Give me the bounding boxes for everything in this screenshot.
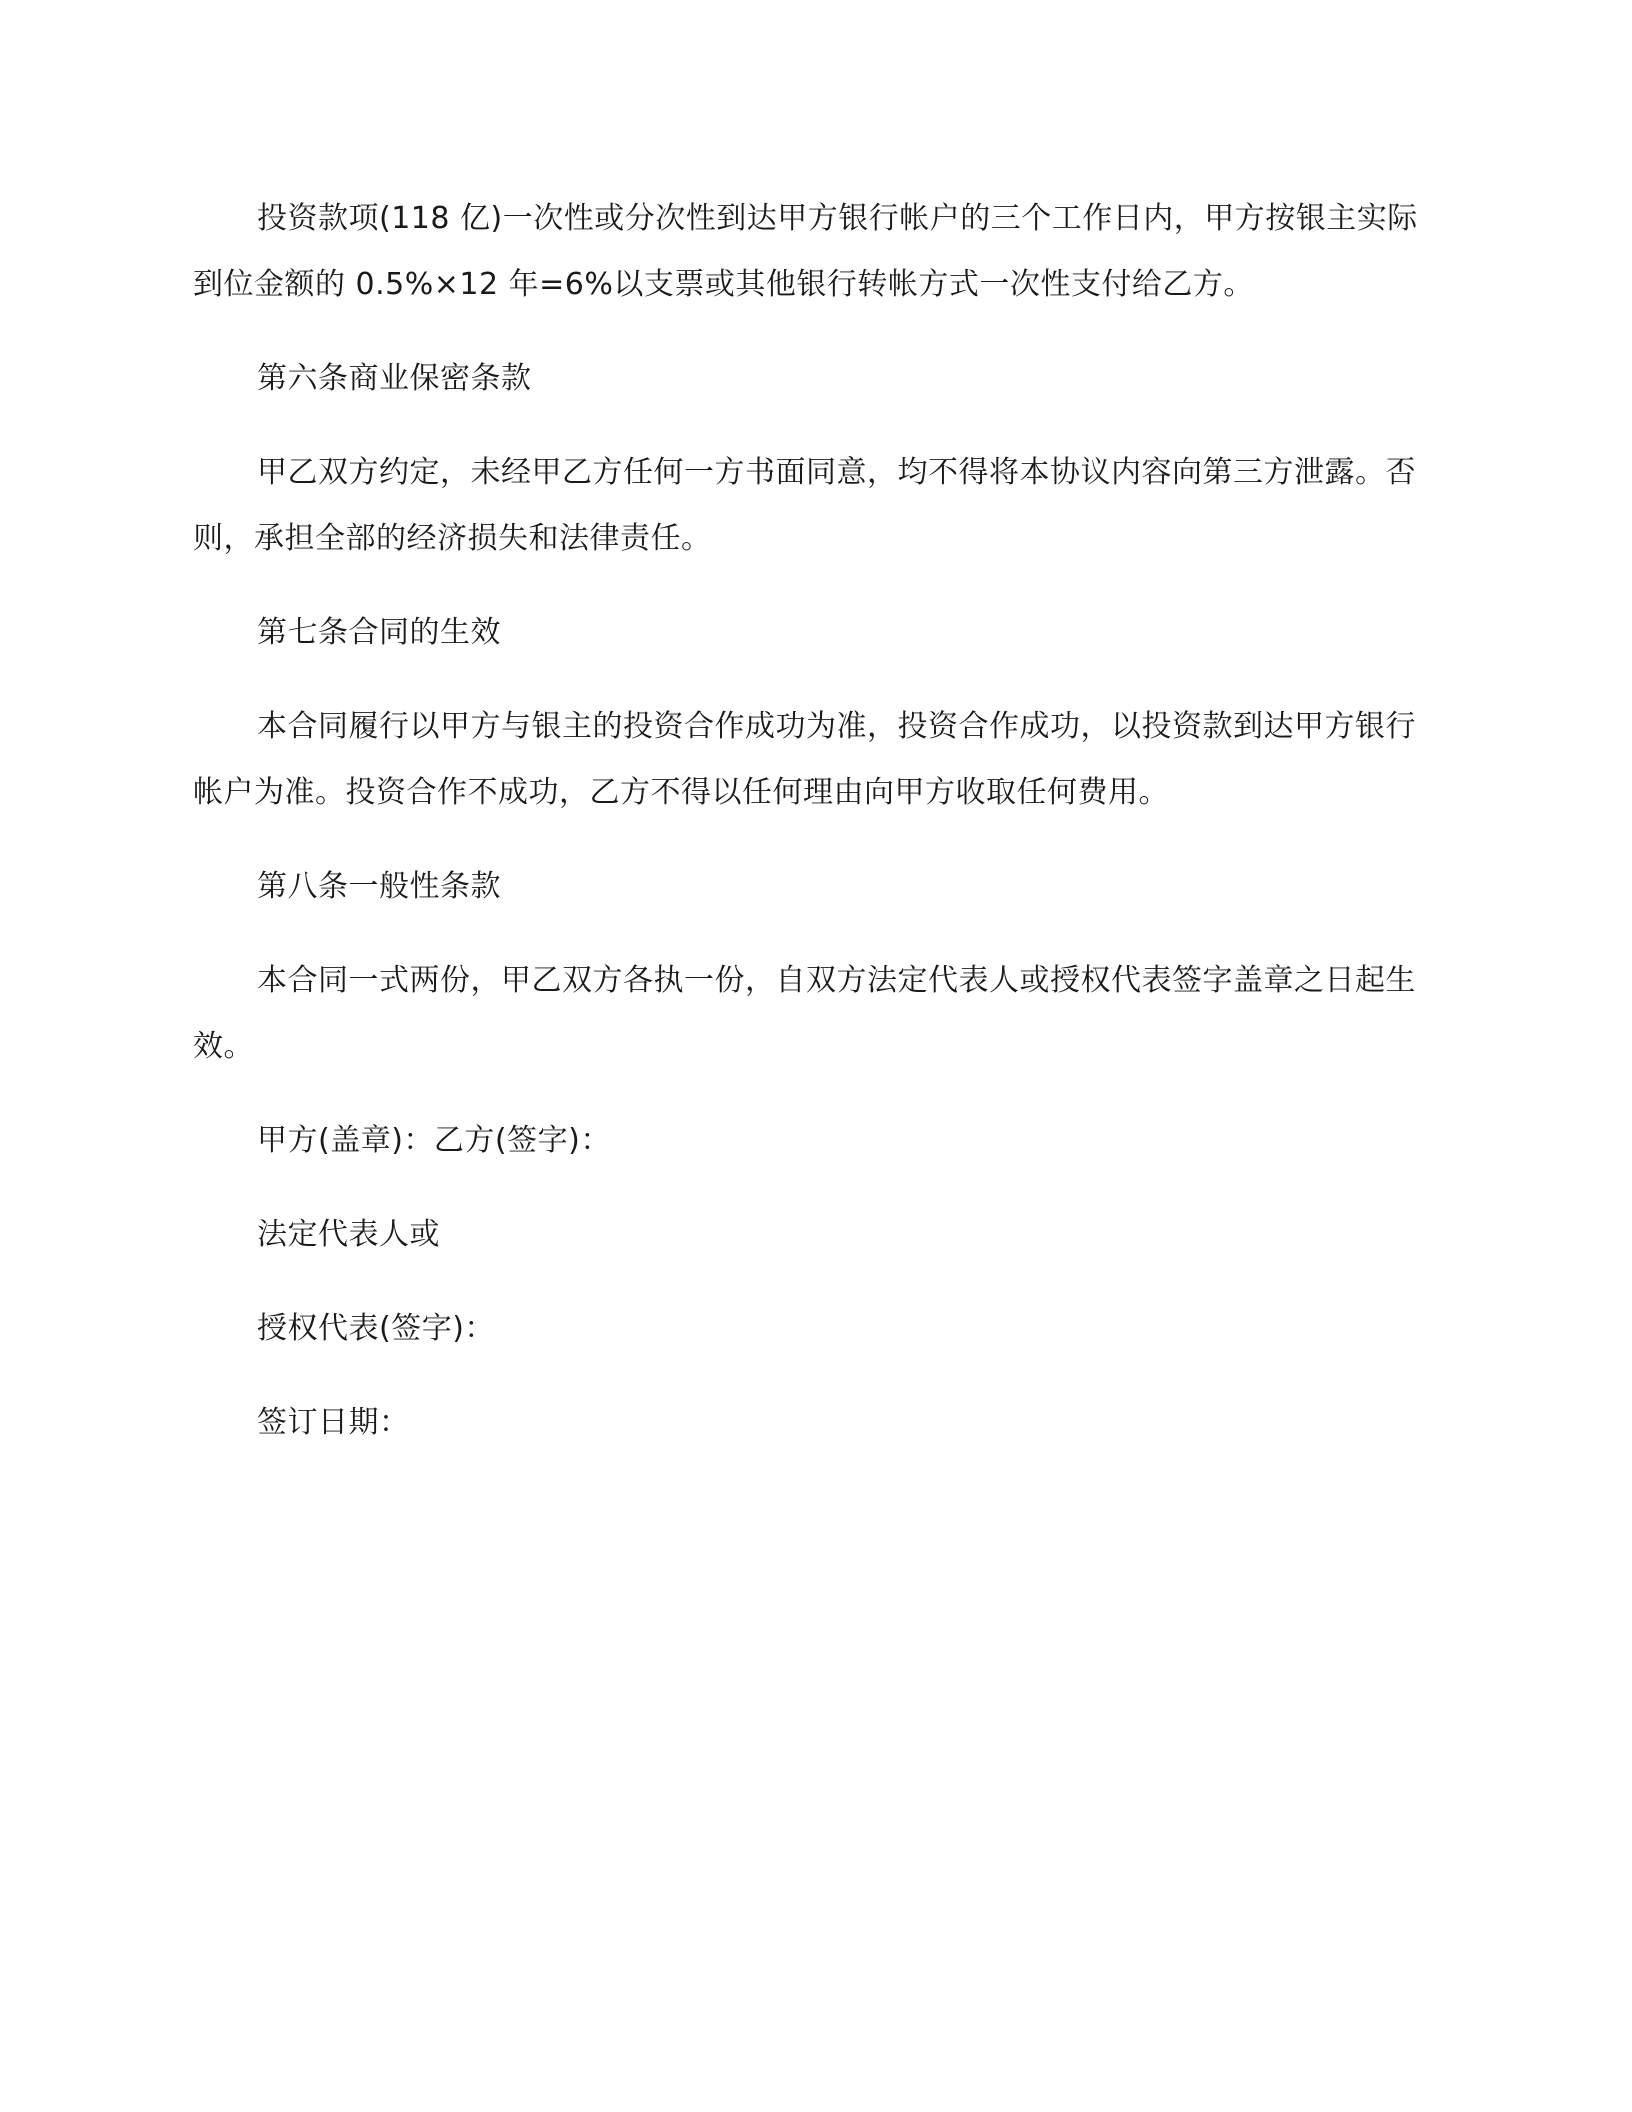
document-body [193,186,1433,1456]
signing-date-line: 签订日期： [257,1405,410,1440]
paragraph-payment-terms: 投资款项(118 亿)一次性或分次性到达甲方银行帐户的三个工作日内，甲方按银主实际到位金额的 0.5%×12 年=6%以支票或其他银行转帐方式一次性支付给乙方。 [193,201,1418,302]
paragraph-effectiveness: 本合同履行以甲方与银主的投资合作成功为准，投资合作成功，以投资款到达甲方银行帐户为准。投资合作不成功，乙方不得以任何理由向甲方收取任何费用。 [193,709,1416,810]
paragraph-confidentiality: 甲乙双方约定，未经甲乙方任何一方书面同意，均不得将本协议内容向第三方泄露。否则，承担全部的经济损失和法律责任。 [193,455,1416,556]
signature-legal-rep-line: 法定代表人或 [257,1217,440,1252]
heading-article-7: 第七条合同的生效 [257,615,501,650]
signature-party-line: 甲方(盖章)：乙方(签字)： [257,1123,611,1158]
heading-article-6: 第六条商业保密条款 [257,361,532,396]
signature-authorized-rep-line: 授权代表(签字)： [257,1311,495,1346]
heading-article-8: 第八条一般性条款 [257,869,501,904]
paragraph-general-terms: 本合同一式两份，甲乙双方各执一份，自双方法定代表人或授权代表签字盖章之日起生效。 [193,963,1416,1064]
